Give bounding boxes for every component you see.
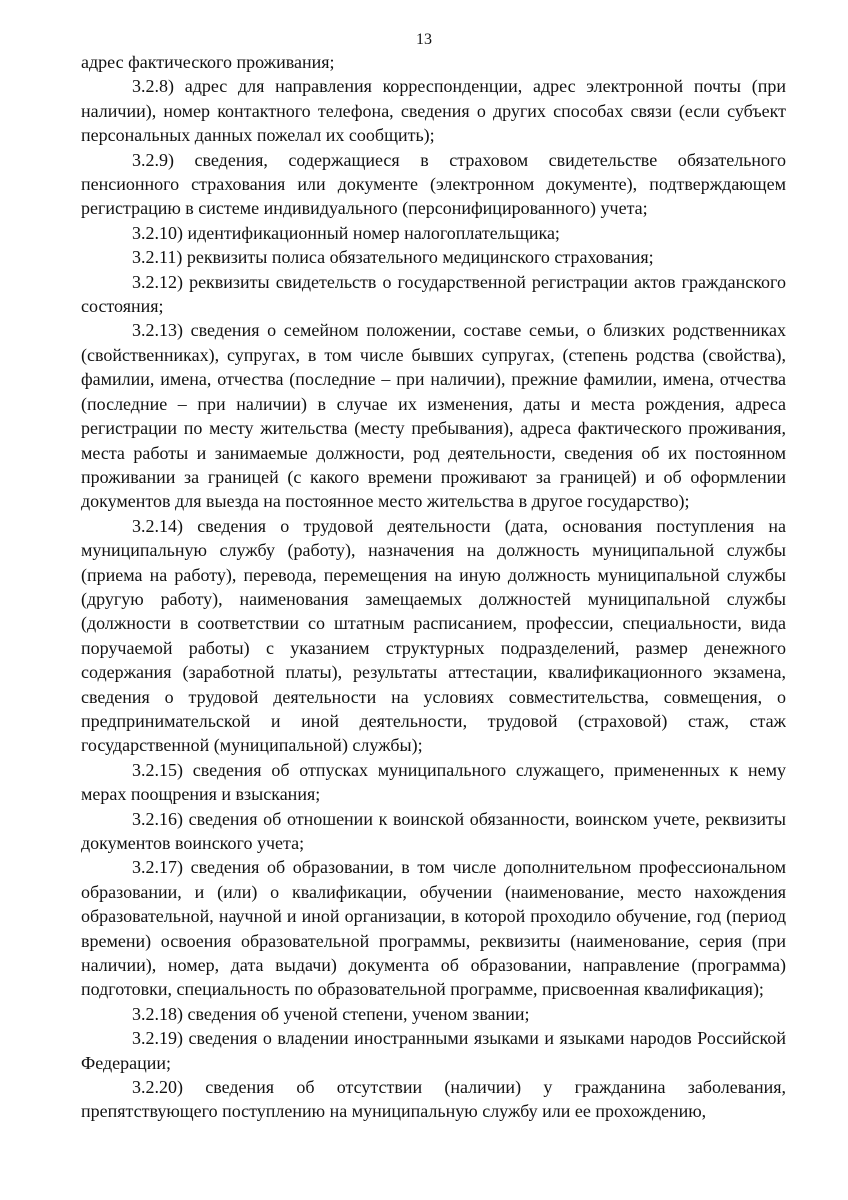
document-body <box>81 50 786 1124</box>
paragraph-3-2-20: 3.2.20) сведения об отсутствии (наличии) у гражданина заболевания, препятствующего поступлению на муниципальную службу или ее прохождению, <box>81 1077 786 1122</box>
paragraph-3-2-18: 3.2.18) сведения об ученой степени, ученом звании; <box>132 1003 530 1024</box>
paragraph-3-2-10: 3.2.10) идентификационный номер налогоплательщика; <box>132 222 560 243</box>
paragraph-3-2-11: 3.2.11) реквизиты полиса обязательного медицинского страхования; <box>132 247 654 268</box>
paragraph-3-2-15: 3.2.15) сведения об отпусках муниципального служащего, примененных к нему мерах поощрения и взыскания; <box>81 759 786 805</box>
paragraph-0: адрес фактического проживания; <box>81 52 335 72</box>
paragraph-3-2-13: 3.2.13) сведения о семейном положении, составе семьи, о близких родственниках (свойственниках), супругах, в том числе бывших супругах, (степень родства (свойства), фамилии, имена, отчества (последние – при наличии), прежние фамилии, имена, отчества (последние – при наличии) в случае их изменения, даты и места рождения, адреса регистрации по месту жительства (месту пребывания), адреса фактического проживания, места работы и занимаемые должности, род деятельности, сведения об их постоянном проживании за границей (с какого времени проживают за границей) и об оформлении документов для выезда на постоянное место жительства в другое государство); <box>81 320 786 512</box>
paragraph-3-2-16: 3.2.16) сведения об отношении к воинской обязанности, воинском учете, реквизиты документов воинского учета; <box>81 808 786 853</box>
paragraph-3-2-8: 3.2.8) адрес для направления корреспонденции, адрес электронной почты (при наличии), номер контактного телефона, сведения о других способах связи (если субъект персональных данных пожелал их сообщить); <box>81 76 786 146</box>
paragraph-3-2-9: 3.2.9) сведения, содержащиеся в страховом свидетельстве обязательного пенсионного страхования или документе (электронном документе), подтверждающем регистрацию в системе индивидуального (персонифицированного) учета; <box>81 149 786 219</box>
paragraph-3-2-12: 3.2.12) реквизиты свидетельств о государственной регистрации актов гражданского состояния; <box>81 271 786 317</box>
paragraph-3-2-19: 3.2.19) сведения о владении иностранными языками и языками народов Российской Федерации; <box>81 1028 786 1073</box>
page-number: 13 <box>416 31 432 48</box>
paragraph-3-2-14: 3.2.14) сведения о трудовой деятельности (дата, основания поступления на муниципальную службу (работу), назначения на должность муниципальной службы (приема на работу), перевода, перемещения на иную должность муниципальной службы (другую работу), наименования замещаемых должностей муниципальной службы (должности в соответствии со штатным расписанием, профессии, специальности, вида поручаемой работы) с указанием структурных подразделений, размер денежного содержания (заработной платы), результаты аттестации, квалификационного экзамена, сведения о трудовой деятельности на условиях совместительства, совмещения, о предпринимательской и иной деятельности, трудовой (страховой) стаж, стаж государственной (муниципальной) службы); <box>81 515 786 756</box>
paragraph-3-2-17: 3.2.17) сведения об образовании, в том числе дополнительном профессиональном образовании, и (или) о квалификации, обучении (наименование, место нахождения образовательной, научной и иной организации, в которой проходило обучение, год (период времени) освоения образовательной программы, реквизиты (наименование, серия (при наличии), номер, дата выдачи) документа об образовании, направление (программа) подготовки, специальность по образовательной программе, присвоенная квалификация); <box>81 857 786 1000</box>
